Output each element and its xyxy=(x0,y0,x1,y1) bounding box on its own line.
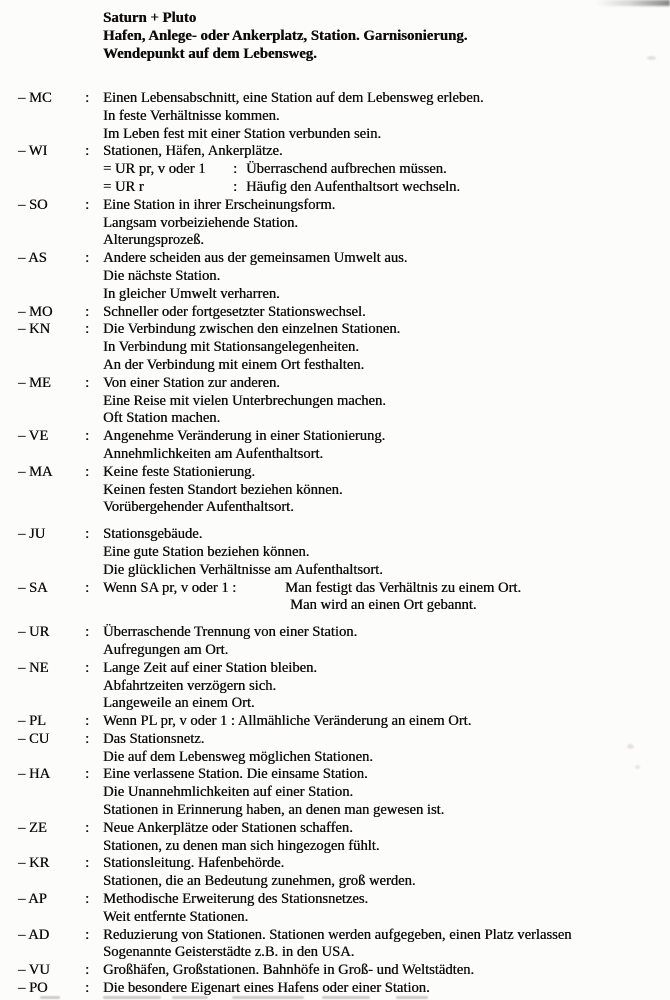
entry-line: In Verbindung mit Stationsangelegenheiten. xyxy=(103,339,359,356)
entry-code: – KN xyxy=(18,321,51,338)
entry-code: – MC xyxy=(18,90,52,106)
entry-line: Stationen, zu denen man sich hingezogen fühlt. xyxy=(103,837,380,854)
entry-colon: : xyxy=(85,624,90,641)
entry-line: Weit entfernte Stationen. xyxy=(103,908,249,925)
entry-row xyxy=(0,90,670,143)
entry-line-meaning: Man wird an einen Ort gebannt. xyxy=(290,597,477,614)
entry-lines xyxy=(103,891,670,927)
entry-row xyxy=(0,731,670,767)
entry-colon: : xyxy=(85,891,90,908)
entry-code: – ZE xyxy=(18,819,47,836)
entry-line: Überraschende Trennung von einer Station. xyxy=(103,624,358,641)
entry-line: Stationsgebäude. xyxy=(103,526,203,543)
entry-colon: : xyxy=(85,659,90,676)
entry-row xyxy=(0,428,670,464)
entry-line: Oft Station machen. xyxy=(103,410,221,427)
entry-row xyxy=(0,713,670,731)
entry-line-condition: = UR r xyxy=(103,178,144,195)
scan-smudge-top-right xyxy=(596,0,670,6)
entry-lines xyxy=(103,304,670,322)
entry-line: Die Verbindung zwischen den einzelnen Stationen. xyxy=(103,321,401,338)
entry-code: – AD xyxy=(18,926,50,943)
entry-line: Keinen festen Standort beziehen können. xyxy=(103,481,343,498)
entry-line: Abfahrtzeiten verzögern sich. xyxy=(103,677,277,694)
entry-row xyxy=(0,197,670,250)
entry-line: Eine verlassene Station. Die einsame Station. xyxy=(103,766,368,783)
entry-lines xyxy=(103,375,670,428)
entry-line: Keine feste Stationierung. xyxy=(103,463,255,480)
entry-lines xyxy=(103,90,670,143)
entry-colon: : xyxy=(85,428,90,445)
entry-line: Eine Reise mit vielen Unterbrechungen machen. xyxy=(103,392,386,409)
entry-row xyxy=(0,464,670,517)
entry-line: Neue Ankerplätze oder Stationen schaffen. xyxy=(103,819,353,836)
header-subtitle-2: Wendepunkt auf dem Lebensweg. xyxy=(103,46,317,62)
entry-colon: : xyxy=(85,90,90,106)
entry-lines xyxy=(103,713,670,731)
entry-line: Langsam vorbeiziehende Station. xyxy=(103,214,298,231)
scan-speck xyxy=(647,56,656,60)
entry-row xyxy=(0,304,670,322)
entry-lines xyxy=(103,250,670,303)
entry-row xyxy=(0,375,670,428)
entry-line-meaning: Man festigt das Verhältnis zu einem Ort. xyxy=(285,579,522,596)
entry-code: – SO xyxy=(18,196,48,213)
entry-colon: : xyxy=(85,250,90,267)
entry-lines xyxy=(103,962,670,980)
entry-line: Andere scheiden aus der gemeinsamen Umwelt aus. xyxy=(103,250,408,267)
entry-line: Im Leben fest mit einer Station verbunden sein. xyxy=(103,125,382,142)
entry-colon: : xyxy=(85,766,90,783)
entry-code: – NE xyxy=(18,659,49,676)
entry-code: – HA xyxy=(18,766,51,783)
entry-code: – PL xyxy=(18,713,46,730)
entry-row xyxy=(0,927,670,963)
entry-line: Großhäfen, Großstationen. Bahnhöfe in Groß- und Weltstädten. xyxy=(103,962,475,979)
entry-lines xyxy=(103,927,670,963)
entry-line: Langeweile an einem Ort. xyxy=(103,695,255,712)
entry-lines xyxy=(103,197,670,250)
entry-line: Stationen, Häfen, Ankerplätze. xyxy=(103,143,283,160)
entry-line: Die auf dem Lebensweg möglichen Stationen. xyxy=(103,748,373,765)
entry-colon: : xyxy=(85,980,90,997)
entry-line: Eine Station in ihrer Erscheinungsform. xyxy=(103,196,336,213)
entry-lines xyxy=(103,580,670,616)
entry-line: Sogenannte Geisterstädte z.B. in den USA. xyxy=(103,944,355,961)
entry-lines xyxy=(103,855,670,891)
entry-colon: : xyxy=(85,196,90,213)
entry-colon: : xyxy=(85,730,90,747)
entry-line-meaning: Überraschend aufbrechen müssen. xyxy=(246,161,447,178)
entry-line: Einen Lebensabschnitt, eine Station auf dem Lebensweg erleben. xyxy=(103,90,484,106)
scan-speck xyxy=(627,744,634,749)
entry-colon: : xyxy=(85,526,90,543)
entry-line: Annehmlichkeiten am Aufenthaltsort. xyxy=(103,445,324,462)
entry-colon: : xyxy=(85,819,90,836)
scan-cutoff-mark xyxy=(396,996,428,999)
scan-cutoff-mark xyxy=(232,996,304,999)
entry-line: Das Stationsnetz. xyxy=(103,730,205,747)
entry-code: – WI xyxy=(18,143,48,160)
entry-lines xyxy=(103,820,670,856)
entry-line xyxy=(103,580,670,598)
entry-line: In feste Verhältnisse kommen. xyxy=(103,107,280,124)
entry-line: In gleicher Umwelt verharren. xyxy=(103,285,280,302)
entry-line: Angenehme Veränderung in einer Stationierung. xyxy=(103,428,386,445)
entry-row xyxy=(0,766,670,819)
entry-line: Aufregungen am Ort. xyxy=(103,641,229,658)
entry-line xyxy=(103,597,670,615)
entry-line: Von einer Station zur anderen. xyxy=(103,374,280,391)
entry-lines xyxy=(103,321,670,374)
entry-line: Lange Zeit auf einer Station bleiben. xyxy=(103,659,317,676)
entry-code: – KR xyxy=(18,855,50,872)
header-title: Saturn + Pluto xyxy=(103,10,197,26)
scan-cutoff-mark xyxy=(40,996,60,999)
entry-code: – ME xyxy=(18,374,51,391)
entry-row xyxy=(0,624,670,660)
entry-code: – VE xyxy=(18,428,49,445)
entry-code: – UR xyxy=(18,624,50,641)
entry-line: Stationen, die an Bedeutung zunehmen, groß werden. xyxy=(103,873,416,890)
entry-colon: : xyxy=(85,713,90,730)
entry-colon: : xyxy=(85,143,90,160)
entry-line: An der Verbindung mit einem Ort festhalten. xyxy=(103,356,365,373)
entry-line: Die besondere Eigenart eines Hafens oder einer Station. xyxy=(103,980,430,997)
entry-lines xyxy=(103,428,670,464)
entry-line: Die Unannehmlichkeiten auf einer Station. xyxy=(103,784,354,801)
entry-line-separator: : xyxy=(233,178,238,195)
entry-colon: : xyxy=(85,374,90,391)
entry-colon: : xyxy=(85,855,90,872)
entry-row xyxy=(0,660,670,713)
scan-cutoff-mark xyxy=(322,996,370,999)
entry-line: Vorübergehender Aufenthaltsort. xyxy=(103,499,294,516)
entry-lines xyxy=(103,731,670,767)
entry-code: – AS xyxy=(18,250,47,267)
entry-row xyxy=(0,526,670,579)
entry-row xyxy=(0,143,670,196)
entry-row xyxy=(0,580,670,616)
entry-row xyxy=(0,250,670,303)
entry-line-separator: : xyxy=(233,161,238,178)
entry-line-condition: = UR pr, v oder 1 xyxy=(103,161,206,178)
entry-code: – PO xyxy=(18,980,48,997)
entry-line-meaning: Häufig den Aufenthaltsort wechseln. xyxy=(246,178,460,195)
entry-code: – SA xyxy=(18,579,48,596)
entry-line: Die nächste Station. xyxy=(103,267,221,284)
entry-code: – VU xyxy=(18,962,50,979)
header-subtitle-1: Hafen, Anlege- oder Ankerplatz, Station. Garnisonierung. xyxy=(103,28,468,44)
entry-row xyxy=(0,891,670,927)
entry-line: Die glücklichen Verhältnisse am Aufenthaltsort. xyxy=(103,561,383,578)
page-header xyxy=(103,0,670,63)
entry-colon: : xyxy=(85,303,90,320)
entry-colon: : xyxy=(85,962,90,979)
scan-cutoff-mark xyxy=(103,996,161,999)
entry-row xyxy=(0,321,670,374)
entry-row xyxy=(0,962,670,980)
entry-line: Schneller oder fortgesetzter Stationswechsel. xyxy=(103,303,366,320)
entry-line: Eine gute Station beziehen können. xyxy=(103,543,310,560)
entry-colon: : xyxy=(85,463,90,480)
entry-line: Wenn PL pr, v oder 1 : Allmähliche Veränderung an einem Ort. xyxy=(103,713,472,730)
entry-lines xyxy=(103,766,670,819)
entry-code: – MO xyxy=(18,303,53,320)
entry-line-condition: Wenn SA pr, v oder 1 : xyxy=(103,579,237,596)
keyword-list xyxy=(0,90,670,998)
entry-row xyxy=(0,820,670,856)
entry-colon: : xyxy=(85,926,90,943)
entry-colon: : xyxy=(85,579,90,596)
entry-lines xyxy=(103,143,670,196)
entry-lines xyxy=(103,660,670,713)
entry-line: Stationen in Erinnerung haben, an denen man gewesen ist. xyxy=(103,802,445,819)
entry-line: Reduzierung von Stationen. Stationen werden aufgegeben, einen Platz verlassen xyxy=(103,926,572,943)
entry-line: Methodische Erweiterung des Stationsnetzes. xyxy=(103,891,369,908)
entry-colon: : xyxy=(85,321,90,338)
entry-line xyxy=(103,179,670,197)
entry-code: – AP xyxy=(18,891,47,908)
entry-lines xyxy=(103,624,670,660)
entry-code: – MA xyxy=(18,463,53,480)
entry-row xyxy=(0,855,670,891)
entry-lines xyxy=(103,464,670,517)
entry-line xyxy=(103,161,670,179)
entry-line: Stationsleitung. Hafenbehörde. xyxy=(103,855,285,872)
scan-speck xyxy=(635,765,640,769)
entry-code: – JU xyxy=(18,526,46,543)
entry-line: Alterungsprozeß. xyxy=(103,232,204,249)
entry-code: – CU xyxy=(18,730,50,747)
entry-lines xyxy=(103,526,670,579)
scan-cutoff-mark xyxy=(172,996,208,999)
